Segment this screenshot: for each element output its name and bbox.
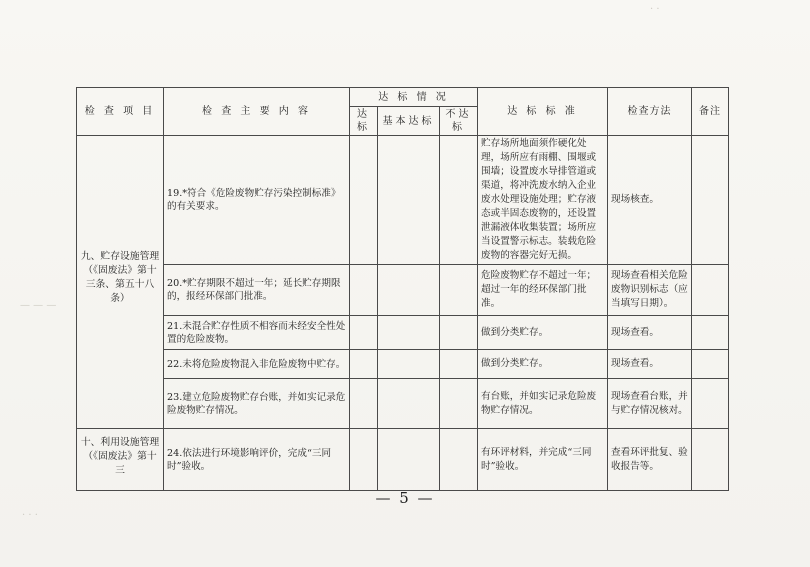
- header-status-basic: 基本达标: [378, 107, 440, 136]
- table-row: [77, 350, 729, 379]
- table-row: [77, 265, 729, 316]
- item-label: 九、贮存设施管理（《固废法》第十三条、第五十八条）: [80, 251, 160, 304]
- header-content: 检 查 主 要 内 容: [164, 88, 350, 136]
- item-utilization-management: 十、利用设施管理（《固废法》第十三: [77, 429, 164, 491]
- table-row: [77, 316, 729, 350]
- content-cell: 20.*贮存期限不超过一年；延长贮存期限的，报经环保部门批准。: [164, 265, 350, 316]
- standard-cell: 有台账，并如实记录危险废物贮存情况。: [478, 379, 608, 429]
- status-fail-cell: [440, 350, 478, 379]
- status-pass-cell: [350, 316, 378, 350]
- status-fail-cell: [440, 429, 478, 491]
- table-row: [77, 429, 729, 491]
- header-status-pass: 达标: [350, 107, 378, 136]
- content-cell: 21.未混合贮存性质不相容而未经安全性处置的危险废物。: [164, 316, 350, 350]
- status-fail-cell: [440, 265, 478, 316]
- header-remark: 备注: [692, 88, 729, 136]
- status-fail-cell: [440, 379, 478, 429]
- method-cell: 现场查看。: [608, 316, 692, 350]
- remark-cell: [692, 136, 729, 265]
- inspection-table: [76, 87, 729, 491]
- header-method: 检查方法: [608, 88, 692, 136]
- status-fail-cell: [440, 136, 478, 265]
- header-item: 检 查 项 目: [77, 88, 164, 136]
- standard-cell: 做到分类贮存。: [478, 350, 608, 379]
- status-pass-cell: [350, 136, 378, 265]
- bleed-through-marks: · ·: [650, 4, 660, 15]
- status-basic-cell: [378, 316, 440, 350]
- item-storage-management: [77, 136, 164, 429]
- method-cell: 现场查看台账，并与贮存情况核对。: [608, 379, 692, 429]
- remark-cell: [692, 316, 729, 350]
- method-cell: 现场核查。: [608, 136, 692, 265]
- standard-cell: 做到分类贮存。: [478, 316, 608, 350]
- status-fail-cell: [440, 316, 478, 350]
- method-cell: 现场查看相关危险废物识别标志（应当填写日期）。: [608, 265, 692, 316]
- status-basic-cell: [378, 350, 440, 379]
- content-cell: 24.依法进行环境影响评价，完成“三同时”验收。: [164, 429, 350, 491]
- status-basic-cell: [378, 136, 440, 265]
- status-pass-cell: [350, 265, 378, 316]
- table-row: [77, 379, 729, 429]
- bleed-through-marks: — — —: [20, 300, 57, 311]
- status-basic-cell: [378, 379, 440, 429]
- remark-cell: [692, 429, 729, 491]
- table-row: [77, 136, 729, 265]
- standard-cell: 有环评材料，并完成“三同时”验收。: [478, 429, 608, 491]
- header-status-fail: 不达标: [440, 107, 478, 136]
- content-cell: 22.未将危险废物混入非危险废物中贮存。: [164, 350, 350, 379]
- status-pass-cell: [350, 350, 378, 379]
- remark-cell: [692, 379, 729, 429]
- content-cell: 23.建立危险废物贮存台账，并如实记录危险废物贮存情况。: [164, 379, 350, 429]
- method-cell: 查看环评批复、验收报告等。: [608, 429, 692, 491]
- status-basic-cell: [378, 429, 440, 491]
- standard-cell: 贮存场所地面须作硬化处理，场所应有雨棚、围堰或围墙；设置废水导排管道或渠道，将冲洗废水纳入企业废水处理设施处理；贮存液态或半固态废物的，还设置泄漏液体收集装置；场所应当设置警示标志。装载危险废物的容器完好无损。: [478, 136, 608, 265]
- content-cell: 19.*符合《危险废物贮存污染控制标准》的有关要求。: [164, 136, 350, 265]
- page-number: — 5 —: [375, 489, 435, 507]
- standard-cell: 危险废物贮存不超过一年；超过一年的经环保部门批准。: [478, 265, 608, 316]
- method-cell: 现场查看。: [608, 350, 692, 379]
- header-status: 达 标 情 况: [350, 88, 478, 107]
- remark-cell: [692, 265, 729, 316]
- remark-cell: [692, 350, 729, 379]
- status-basic-cell: [378, 265, 440, 316]
- header-standard: 达 标 标 准: [478, 88, 608, 136]
- status-pass-cell: [350, 379, 378, 429]
- status-pass-cell: [350, 429, 378, 491]
- bleed-through-marks: · · ·: [22, 510, 38, 521]
